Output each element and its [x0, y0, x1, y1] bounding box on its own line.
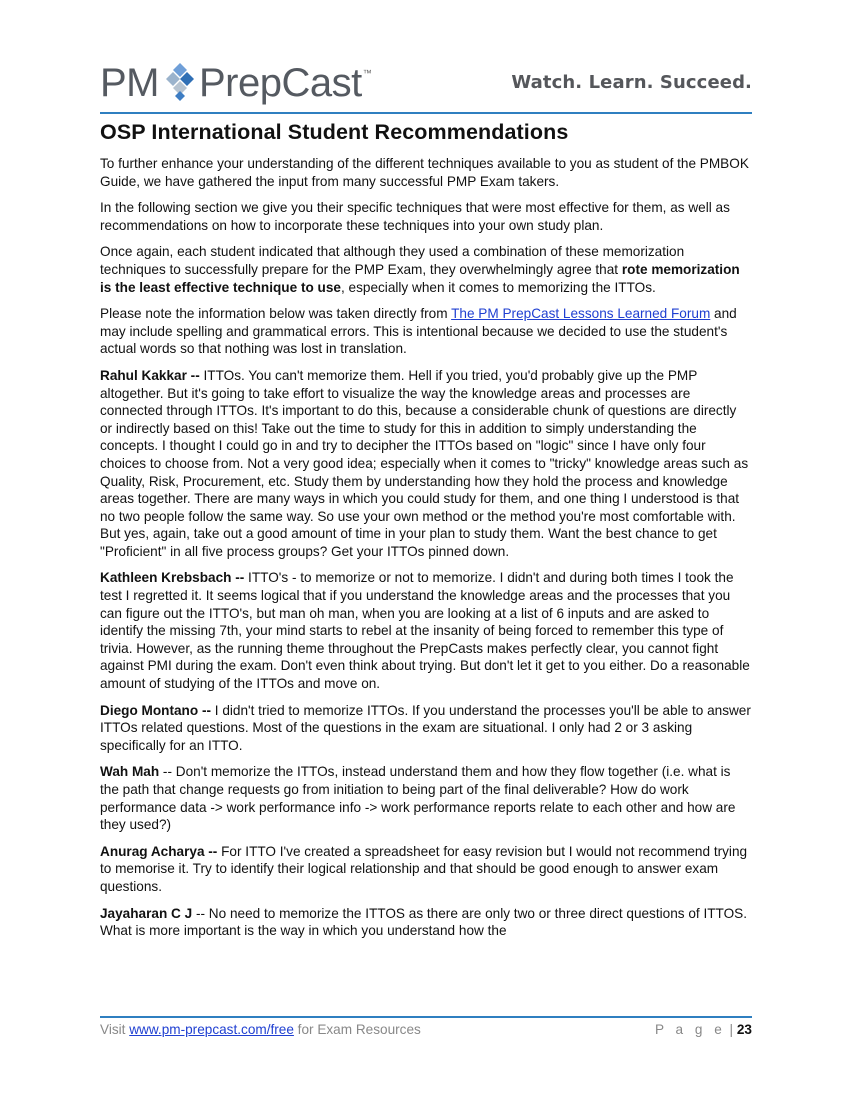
- testimonial: [100, 843, 752, 896]
- page-number: 23: [736, 1022, 752, 1037]
- testimonial-author: Rahul Kakkar --: [100, 367, 200, 383]
- pm-prepcast-logo: [100, 58, 372, 108]
- footer-url-link[interactable]: www.pm-prepcast.com/free: [129, 1022, 294, 1037]
- note-text-a: Please note the information below was taken directly from: [100, 306, 452, 322]
- memorization-paragraph: [100, 243, 752, 296]
- intro-paragraph: [100, 155, 752, 190]
- tagline: Watch. Learn. Succeed.: [511, 72, 752, 93]
- section-text: In the following section we give you their specific techniques that were most effective for them, as well as recommendations on how to incorporate these techniques into your own study plan.: [100, 200, 730, 233]
- note-text-b: and may include spelling and grammatical errors. This is intentional because we decided to use the student's actual words so that nothing was lost in translation.: [100, 306, 737, 357]
- testimonial-text: -- No need to memorize the ITTOS as there are only two or three direct questions of ITTOS. What is more important is the way in which you understand how the: [100, 905, 748, 939]
- testimonial-text: I didn't tried to memorize ITTOs. If you understand the processes you'll be able to answer ITTOs related questions. Most of the questions in the exam are situational. I only had 2 or 3 asking specifically for an ITTO.: [100, 702, 751, 753]
- testimonial: [100, 569, 752, 692]
- section-paragraph: [100, 199, 752, 234]
- footer-visit-prefix: Visit: [100, 1022, 130, 1037]
- note-paragraph: [100, 305, 752, 358]
- page-title: OSP International Student Recommendations: [100, 120, 569, 144]
- testimonial-author: Jayaharan C J: [100, 905, 193, 921]
- page-content: [100, 120, 752, 949]
- testimonial: [100, 367, 752, 561]
- testimonial-text: -- Don't memorize the ITTOs, instead understand them and how they flow together (i.e. what is the path that change requests go from initiation to being part of the final deliverable? How do work performance data -> work performance info -> work performance reports relate to each other and how are they used?): [100, 764, 736, 833]
- memorization-text-c: , especially when it comes to memorizing the ITTOs.: [340, 279, 656, 295]
- testimonial-text: For ITTO I've created a spreadsheet for easy revision but I would not recommend trying to memorise it. Try to identify their logical relationship and that should be good enough to answer exam questions.: [100, 843, 748, 894]
- page-indicator: [655, 1022, 752, 1037]
- diamond-logo-icon: [165, 61, 195, 105]
- testimonial-author: Diego Montano --: [100, 702, 211, 718]
- logo-text-pm: PM: [100, 61, 159, 105]
- testimonial: [100, 905, 752, 940]
- testimonial-text: ITTOs. You can't memorize them. Hell if you tried, you'd probably give up the PMP altogether. But it's going to take effort to visualize the way the knowledge areas and processes are connected through ITTOs. It's important to do this, because a considerable chunk of questions are directly or indirectly based on this! Take out the time to study for this in addition to simply understanding the concepts. I thought I could go in and try to decipher the ITTOs based on "logic" since I have only four choices to choose from. Not a very good idea; especially when it comes to "tricky" knowledge areas such as Quality, Risk, Procurement, etc. Study them by understanding how they hold the process and knowledge areas together. There are many ways in which you could study for them, and one thing I understood is that no two people follow the same way. So use your own method or the method you're most comfortable with. But yes, again, take out a good amount of time in your plan to study them. Want the best chance to get "Proficient" in all five process groups? Get your ITTOs pinned down.: [100, 367, 749, 559]
- testimonial: [100, 702, 752, 755]
- testimonial-author: Kathleen Krebsbach --: [100, 570, 245, 586]
- testimonial: [100, 763, 752, 833]
- logo-text-prepcast: PrepCast: [199, 61, 362, 105]
- memorization-emphasis: rote memorization is the least effective technique to use: [100, 261, 740, 295]
- page-label: P a g e: [654, 1022, 726, 1037]
- lessons-learned-forum-link[interactable]: The PM PrepCast Lessons Learned Forum: [451, 306, 711, 322]
- footer-visit: [100, 1022, 421, 1037]
- memorization-text-a: Once again, each student indicated that although they used a combination of these memorization techniques to successfully prepare for the PMP Exam, they overwhelmingly agree that: [100, 244, 685, 277]
- page-separator: |: [725, 1022, 737, 1037]
- trademark-symbol: ™: [362, 68, 372, 78]
- footer-divider: [100, 1016, 752, 1018]
- footer-visit-suffix: for Exam Resources: [293, 1022, 421, 1037]
- testimonial-author: Wah Mah: [100, 764, 160, 780]
- page-header: [100, 52, 752, 112]
- intro-text: To further enhance your understanding of the different techniques available to you as student of the PMBOK Guide, we have gathered the input from many successful PMP Exam takers.: [100, 156, 749, 189]
- testimonial-text: ITTO's - to memorize or not to memorize. I didn't and during both times I took the test I regretted it. It seems logical that if you understand the knowledge areas and the processes that you can figure out the ITTO's, but man oh man, when you are looking at a list of 6 inputs and are asked to identify the missing 7th, your mind starts to rebel at the insanity of being forced to remember this type of trivia. However, as the running theme throughout the PrepCasts makes perfectly clear, you cannot fight against PMI during the exam. Don't even think about trying. But don't let it get to you either. Do a reasonable amount of studying of the ITTOs and move on.: [100, 570, 750, 692]
- testimonial-author: Anurag Acharya --: [100, 843, 218, 859]
- header-divider: [100, 112, 752, 114]
